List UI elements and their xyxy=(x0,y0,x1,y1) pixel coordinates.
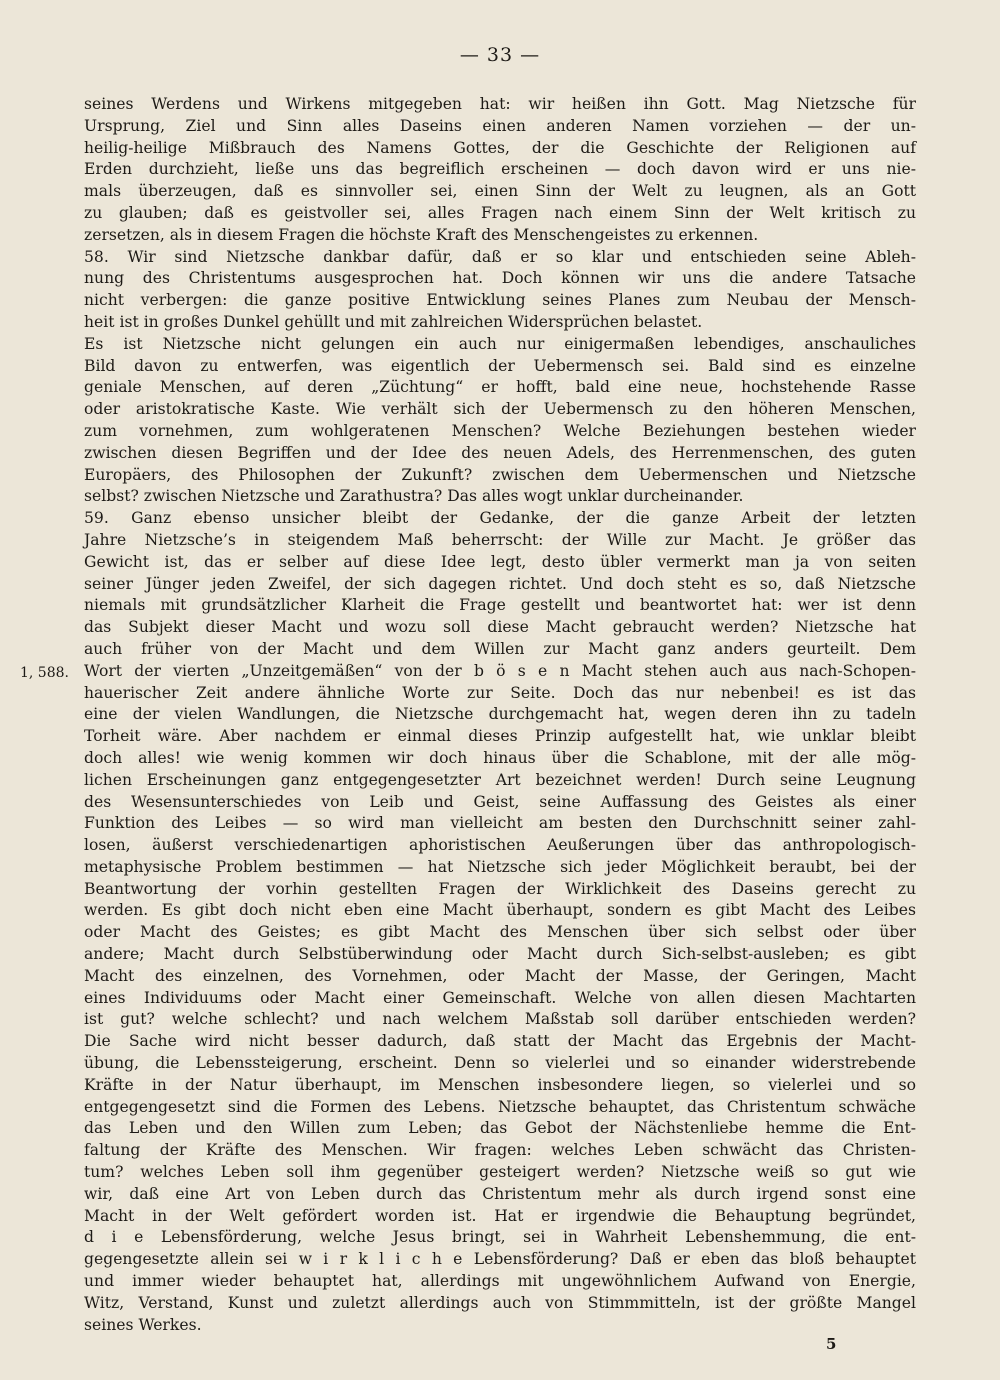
text-line: faltung der Kräfte des Menschen. Wir fragen: welches Leben schwächt das Christen- xyxy=(84,1141,916,1160)
text-line: Wort der vierten „Unzeitgemäßen“ von der b ö s e n Macht stehen auch aus nach-Schopen- xyxy=(84,661,916,680)
text-line: Witz, Verstand, Kunst und zuletzt allerdings auch von Stimmmitteln, ist der größte Mangel xyxy=(84,1293,916,1312)
text-line: gegengesetzte allein sei w i r k l i c h e Lebensförderung? Daß er eben das bloß behauptet xyxy=(84,1250,916,1269)
text-line: Europäers, des Philosophen der Zukunft? zwischen dem Uebermenschen und Nietzsche xyxy=(84,465,916,484)
text-line: ist gut? welche schlecht? und nach welchem Maßstab soll darüber entschieden werden? xyxy=(84,1010,916,1029)
text-line: entgegengesetzt sind die Formen des Lebens. Nietzsche behauptet, das Christentum schwäche xyxy=(84,1097,916,1116)
text-line: werden. Es gibt doch nicht eben eine Macht überhaupt, sondern es gibt Macht des Leibes xyxy=(84,901,916,920)
text-line: auch früher von der Macht und dem Willen zur Macht ganz anders geurteilt. Dem xyxy=(84,639,916,658)
text-line: mals überzeugen, daß es sinnvoller sei, einen Sinn der Welt zu leugnen, als an Gott xyxy=(84,182,916,201)
text-line: Funktion des Leibes — so wird man vielleicht am besten den Durchschnitt seiner zahl- xyxy=(84,814,916,833)
text-line: seines Werdens und Wirkens mitgegeben hat: wir heißen ihn Gott. Mag Nietzsche für xyxy=(84,95,916,113)
text-line: oder Macht des Geistes; es gibt Macht des Menschen über sich selbst oder über xyxy=(84,923,916,942)
margin-reference: 1, 588. xyxy=(20,665,69,681)
text-line: eine der vielen Wandlungen, die Nietzsche durchgemacht hat, wegen deren ihn zu tadeln xyxy=(84,705,916,724)
text-line: Macht des einzelnen, des Vornehmen, oder Macht der Masse, der Geringen, Macht xyxy=(84,966,916,985)
text-line: Die Sache wird nicht besser dadurch, daß statt der Macht das Ergebnis der Macht- xyxy=(84,1032,916,1051)
text-line: oder aristokratische Kaste. Wie verhält sich der Uebermensch zu den höheren Menschen, xyxy=(84,400,916,419)
text-line: Erden durchzieht, ließe uns das begreiflich erscheinen — doch davon wird er uns nie- xyxy=(84,160,916,179)
text-line: metaphysische Problem bestimmen — hat Nietzsche sich jeder Möglichkeit beraubt, bei der xyxy=(84,857,916,876)
text-line: des Wesensunterschiedes von Leib und Geist, seine Auffassung des Geistes als einer xyxy=(84,792,916,811)
text-line: zwischen diesen Begriffen und der Idee des neuen Adels, des Herrenmenschen, des guten xyxy=(84,443,916,462)
text-line: das Leben und den Willen zum Leben; das Gebot der Nächstenliebe hemme die Ent- xyxy=(84,1119,916,1138)
text-line: andere; Macht durch Selbstüberwindung oder Macht durch Sich-selbst-ausleben; es gibt xyxy=(84,945,916,964)
text-line: 58. Wir sind Nietzsche dankbar dafür, daß er so klar und entschieden seine Ableh- xyxy=(84,247,916,266)
text-line: Macht in der Welt gefördert worden ist. Hat er irgendwie die Behauptung begründet, xyxy=(84,1206,916,1225)
page-number: — 33 — xyxy=(459,44,541,66)
text-line: losen, äußerst verschiedenartigen aphoristischen Aeußerungen über das anthropologisch- xyxy=(84,836,916,855)
text-line: Gewicht ist, das er selber auf diese Idee legt, desto übler vermerkt man ja von seiten xyxy=(84,552,916,571)
text-line: zersetzen, als in diesem Fragen die höchste Kraft des Menschengeistes zu erkennen. xyxy=(84,225,759,244)
text-line: Jahre Nietzsche’s in steigendem Maß beherrscht: der Wille zur Macht. Je größer das xyxy=(84,530,916,549)
text-line: selbst? zwischen Nietzsche und Zarathustra? Das alles wogt unklar durcheinander. xyxy=(84,487,744,506)
text-line: tum? welches Leben soll ihm gegenüber gesteigert werden? Nietzsche weiß so gut wie xyxy=(84,1163,916,1182)
text-line: Bild davon zu entwerfen, was eigentlich der Uebermensch sei. Bald sind es einzelne xyxy=(84,356,916,375)
text-line: seines Werkes. xyxy=(84,1315,202,1334)
text-line: Beantwortung der vorhin gestellten Fragen der Wirklichkeit des Daseins gerecht zu xyxy=(84,879,916,898)
text-line: nung des Christentums ausgesprochen hat. Doch können wir uns die andere Tatsache xyxy=(84,269,916,288)
text-line: und immer wieder behauptet hat, allerdings mit ungewöhnlichem Aufwand von Energie, xyxy=(84,1272,916,1291)
signature-mark: 5 xyxy=(826,1335,837,1353)
text-line: das Subjekt dieser Macht und wozu soll diese Macht gebraucht werden? Nietzsche hat xyxy=(84,618,916,637)
text-line: seiner Jünger jeden Zweifel, der sich dagegen richtet. Und doch steht es so, daß Nietzsche xyxy=(84,574,916,593)
text-line: nicht verbergen: die ganze positive Entwicklung seines Planes zum Neubau der Mensch- xyxy=(84,291,916,310)
text-line: heit ist in großes Dunkel gehüllt und mit zahlreichen Widersprüchen belastet. xyxy=(84,312,703,331)
text-line: Es ist Nietzsche nicht gelungen ein auch nur einigermaßen lebendiges, anschauliches xyxy=(84,334,916,353)
text-line: heilig-heilige Mißbrauch des Namens Gottes, der die Geschichte der Religionen auf xyxy=(84,138,916,157)
text-line: 59. Ganz ebenso unsicher bleibt der Gedanke, der die ganze Arbeit der letzten xyxy=(84,509,916,528)
body-text xyxy=(84,94,916,1336)
text-line: Kräfte in der Natur überhaupt, im Menschen insbesondere liegen, so vielerlei und so xyxy=(84,1075,916,1094)
text-line: wir, daß eine Art von Leben durch das Christentum mehr als durch irgend sonst eine xyxy=(84,1184,916,1203)
text-line: geniale Menschen, auf deren „Züchtung“ er hofft, bald eine neue, hochstehende Rasse xyxy=(84,378,916,397)
text-line: doch alles! wie wenig kommen wir doch hinaus über die Schablone, mit der alle mög- xyxy=(84,748,916,767)
text-line: Ursprung, Ziel und Sinn alles Daseins einen anderen Namen vorziehen — der un- xyxy=(84,116,916,135)
text-line: zum vornehmen, zum wohlgeratenen Menschen? Welche Beziehungen bestehen wieder xyxy=(84,421,916,440)
text-line: zu glauben; daß es geistvoller sei, alles Fragen nach einem Sinn der Welt kritisch zu xyxy=(84,203,916,222)
text-line: d i e Lebensförderung, welche Jesus bringt, sei in Wahrheit Lebenshemmung, die ent- xyxy=(84,1228,916,1247)
text-line: übung, die Lebenssteigerung, erscheint. Denn so vielerlei und so einander widerstrebende xyxy=(84,1054,916,1073)
text-line: hauerischer Zeit andere ähnliche Worte zur Seite. Doch das nur nebenbei! es ist das xyxy=(84,683,916,702)
text-line: niemals mit grundsätzlicher Klarheit die Frage gestellt und beantwortet hat: wer ist denn xyxy=(84,596,916,615)
text-line: eines Individuums oder Macht einer Gemeinschaft. Welche von allen diesen Machtarten xyxy=(84,988,916,1007)
text-line: lichen Erscheinungen ganz entgegengesetzter Art bezeichnet werden! Durch seine Leugnung xyxy=(84,770,916,789)
text-line: Torheit wäre. Aber nachdem er einmal dieses Prinzip aufgestellt hat, wie unklar bleibt xyxy=(84,727,916,746)
